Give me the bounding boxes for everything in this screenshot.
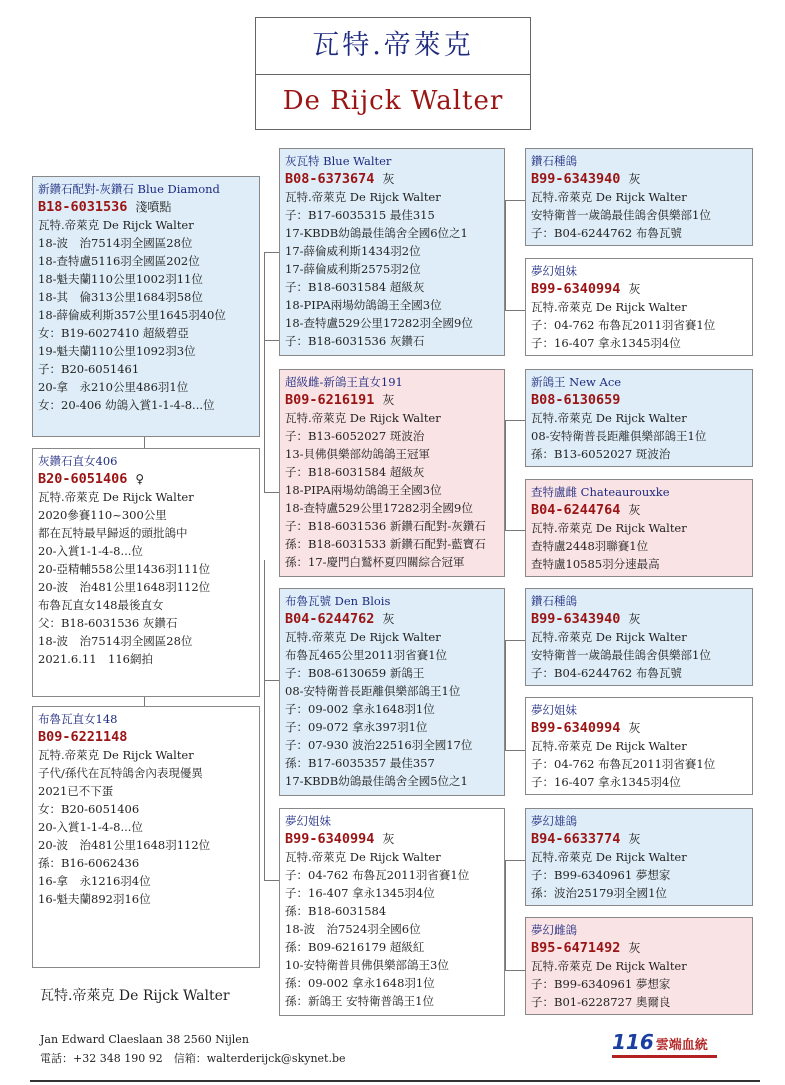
info-line: 女：B20-6051406 xyxy=(38,802,140,816)
logo-underline xyxy=(612,1055,717,1058)
info-line: 17-薛倫威利斯1434羽2位 xyxy=(285,244,421,258)
pigeon-name: 夢幻姐妹 xyxy=(531,703,577,717)
pigeon-color: 灰 xyxy=(382,612,395,626)
page-title-english: De Rijck Walter xyxy=(282,86,504,116)
info-line: 子：B08-6130659 新鴿王 xyxy=(285,666,425,680)
pigeon-name: 超級雌-新鴿王直女191 xyxy=(285,375,403,389)
breeder-address: Jan Edward Claeslaan 38 2560 Nijlen xyxy=(40,1033,249,1046)
info-line: 查特盧10585羽分速最高 xyxy=(531,557,660,571)
pigeon-name: 夢幻姐妹 xyxy=(531,264,577,278)
info-line: 子：B18-6031584 超級灰 xyxy=(285,280,425,294)
ring-number: B99-6340994 xyxy=(531,720,621,736)
pedigree-box-subject xyxy=(32,176,260,437)
connector-line xyxy=(144,436,145,448)
breeder-contact: 電話：+32 348 190 92 信箱：walterderijck@skynet.be xyxy=(40,1052,346,1065)
pedigree-box-mate-dam xyxy=(32,706,260,968)
pedigree-box-g6 xyxy=(525,697,753,795)
info-line: 瓦特.帝萊克 De Rijck Walter xyxy=(531,190,687,204)
pigeon-name: 布魯瓦直女148 xyxy=(38,712,118,726)
info-line: 子：B99-6340961 夢想家 xyxy=(531,868,671,882)
pigeon-color: 灰 xyxy=(628,721,641,735)
info-line: 瓦特.帝萊克 De Rijck Walter xyxy=(531,411,687,425)
info-line: 女：B19-6027410 超級碧亞 xyxy=(38,326,189,340)
pigeon-name: 夢幻姐妹 xyxy=(285,814,331,828)
connector-line xyxy=(505,860,506,970)
ring-number: B04-6244764 xyxy=(531,502,621,518)
pedigree-box-g4 xyxy=(525,479,753,577)
pigeon-name: 灰瓦特 Blue Walter xyxy=(285,154,392,168)
info-line: 孫：新鴿王 安特衛普鴿王1位 xyxy=(285,994,434,1008)
info-line: 布魯瓦465公里2011羽省賽1位 xyxy=(285,648,448,662)
info-line: 瓦特.帝萊克 De Rijck Walter xyxy=(531,521,687,535)
info-line: 18-波 治7524羽全國6位 xyxy=(285,922,421,936)
info-line: 08-安特衛普長距離俱樂部鴿王1位 xyxy=(285,684,461,698)
pigeon-color: 灰 xyxy=(628,503,641,517)
ring-number: B95-6471492 xyxy=(531,940,621,956)
info-line: 18-波 治7514羽全國區28位 xyxy=(38,236,193,250)
info-line: 瓦特.帝萊克 De Rijck Walter xyxy=(38,748,194,762)
info-line: 瓦特.帝萊克 De Rijck Walter xyxy=(285,630,441,644)
connector-line xyxy=(264,880,280,881)
bottom-divider xyxy=(30,1080,760,1082)
info-line: 瓦特.帝萊克 De Rijck Walter xyxy=(531,739,687,753)
info-line: 瓦特.帝萊克 De Rijck Walter xyxy=(38,218,194,232)
info-line: 子：16-407 拿永1345羽4位 xyxy=(531,775,681,789)
connector-line xyxy=(505,310,525,311)
connector-line xyxy=(505,640,506,750)
connector-line xyxy=(505,420,525,421)
info-line: 瓦特.帝萊克 De Rijck Walter xyxy=(531,850,687,864)
connector-line xyxy=(505,970,525,971)
info-line: 孫：09-002 拿永1648羽1位 xyxy=(285,976,435,990)
ring-number: B99-6343940 xyxy=(531,611,621,627)
pedigree-box-mate xyxy=(32,448,260,697)
logo-text: 雲端血統 xyxy=(655,1038,708,1053)
info-line: 瓦特.帝萊克 De Rijck Walter xyxy=(531,630,687,644)
connector-line xyxy=(505,530,525,531)
connector-line xyxy=(264,252,265,492)
info-line: 孫：17-慶門白鷲杯夏四關綜合冠軍 xyxy=(285,555,465,569)
ring-number: B08-6130659 xyxy=(531,392,621,408)
info-line: 18-薛倫威利斯357公里1645羽40位 xyxy=(38,308,226,322)
connector-line xyxy=(505,750,525,751)
info-line: 瓦特.帝萊克 De Rijck Walter xyxy=(285,850,441,864)
info-line: 子：09-002 拿永1648羽1位 xyxy=(285,702,435,716)
pigeon-color: 灰 xyxy=(628,832,641,846)
ring-number: B04-6244762 xyxy=(285,611,375,627)
pigeon-name: 新鑽石配對-灰鑽石 Blue Diamond xyxy=(38,182,220,196)
info-line: 18-查特盧529公里17282羽全國9位 xyxy=(285,316,473,330)
ring-number: B18-6031536 xyxy=(38,199,128,215)
connector-line xyxy=(505,200,525,201)
connector-line xyxy=(505,860,525,861)
ring-number: B99-6343940 xyxy=(531,171,621,187)
info-line: 瓦特.帝萊克 De Rijck Walter xyxy=(285,190,441,204)
info-line: 子：B18-6031536 灰鑽石 xyxy=(285,334,425,348)
info-line: 子：B04-6244762 布魯瓦號 xyxy=(531,666,682,680)
info-line: 都在瓦特最早歸返的頭批鴿中 xyxy=(38,526,188,540)
pigeon-color: 淺噴點 xyxy=(135,200,172,214)
info-line: 孫：B16-6062436 xyxy=(38,856,140,870)
info-line: 子代/孫代在瓦特鴿舍內表現優異 xyxy=(38,766,203,780)
pigeon-color: 灰 xyxy=(628,172,641,186)
info-line: 08-安特衛普長距離俱樂部鴿王1位 xyxy=(531,429,707,443)
info-line: 孫：B13-6052027 斑波治 xyxy=(531,447,671,461)
info-line: 瓦特.帝萊克 De Rijck Walter xyxy=(38,490,194,504)
info-line: 17-薛倫威利斯2575羽2位 xyxy=(285,262,421,276)
pedigree-box-mate-sire-dam xyxy=(279,808,505,1016)
title-box xyxy=(255,17,531,130)
info-line: 孫：B09-6216179 超級紅 xyxy=(285,940,425,954)
pedigree-box-g1 xyxy=(525,148,753,246)
pigeon-name: 鑽石種鴿 xyxy=(531,154,577,168)
info-line: 20-拿 永210公里486羽1位 xyxy=(38,380,189,394)
connector-line xyxy=(264,492,280,493)
connector-line xyxy=(264,252,280,253)
info-line: 19-魁夫蘭110公里1092羽3位 xyxy=(38,344,196,358)
connector-line xyxy=(264,560,265,880)
info-line: 孫：波治25179羽全國1位 xyxy=(531,886,667,900)
info-line: 18-魁夫蘭110公里1002羽11位 xyxy=(38,272,203,286)
info-line: 2021已不下蛋 xyxy=(38,784,114,798)
info-line: 2020參賽110~300公里 xyxy=(38,508,167,522)
connector-line xyxy=(264,340,280,341)
pedigree-box-mate-sire xyxy=(279,588,505,796)
info-line: 17-KBDB幼鴿最佳鴿舍全國5位之1 xyxy=(285,774,468,788)
info-line: 子：B13-6052027 斑波治 xyxy=(285,429,425,443)
info-line: 子：09-072 拿永397羽1位 xyxy=(285,720,428,734)
pigeon-name: 鑽石種鴿 xyxy=(531,594,577,608)
info-line: 子：B04-6244762 布魯瓦號 xyxy=(531,226,682,240)
info-line: 10-安特衛普貝佛俱樂部鴿王3位 xyxy=(285,958,449,972)
info-line: 20-波 治481公里1648羽112位 xyxy=(38,838,211,852)
pigeon-name: 查特盧雌 Chateaurouxke xyxy=(531,485,670,499)
pedigree-box-g8 xyxy=(525,917,753,1015)
info-line: 子：B99-6340961 夢想家 xyxy=(531,977,671,991)
ring-number: B99-6340994 xyxy=(285,831,375,847)
page-title-chinese: 瓦特.帝萊克 xyxy=(256,18,530,75)
pedigree-box-g3 xyxy=(525,369,753,467)
info-line: 子：04-762 布魯瓦2011羽省賽1位 xyxy=(531,318,716,332)
info-line: 子：B01-6228727 奧爾良 xyxy=(531,995,671,1009)
info-line: 子：07-930 波治22516羽全國17位 xyxy=(285,738,473,752)
pedigree-box-dam xyxy=(279,369,505,577)
info-line: 17-KBDB幼鴿最佳鴿舍全國6位之1 xyxy=(285,226,468,240)
info-line: 子：B18-6031536 新鑽石配對-灰鑽石 xyxy=(285,519,486,533)
info-line: 布魯瓦直女148最後直女 xyxy=(38,598,164,612)
info-line: 子：16-407 拿永1345羽4位 xyxy=(285,886,435,900)
info-line: 子：B20-6051461 xyxy=(38,362,140,376)
info-line: 13-貝佛俱樂部幼鴿鴿王冠軍 xyxy=(285,447,431,461)
info-line: 子：04-762 布魯瓦2011羽省賽1位 xyxy=(531,757,716,771)
pigeon-color: 灰 xyxy=(382,832,395,846)
info-line: 孫：B18-6031533 新鑽石配對-藍寶石 xyxy=(285,537,486,551)
info-line: 孫：B17-6035357 最佳357 xyxy=(285,756,435,770)
info-line: 子：B17-6035315 最佳315 xyxy=(285,208,435,222)
connector-line xyxy=(264,680,280,681)
info-line: 16-魁夫蘭892羽16位 xyxy=(38,892,151,906)
info-line: 18-PIPA兩場幼鴿鴿王全國3位 xyxy=(285,298,442,312)
connector-line xyxy=(505,420,506,530)
info-line: 女：20-406 幼鴿入賞1-1-4-8...位 xyxy=(38,398,215,412)
info-line: 18-PIPA兩場幼鴿鴿王全國3位 xyxy=(285,483,442,497)
info-line: 瓦特.帝萊克 De Rijck Walter xyxy=(531,959,687,973)
pigeon-name: 夢幻雌鴿 xyxy=(531,923,577,937)
info-line: 20-亞精輔558公里1436羽111位 xyxy=(38,562,211,576)
pedigree-box-sire xyxy=(279,148,505,356)
info-line: 20-波 治481公里1648羽112位 xyxy=(38,580,211,594)
ring-number: B94-6633774 xyxy=(531,831,621,847)
breeder-name: 瓦特.帝萊克 De Rijck Walter xyxy=(40,988,230,1004)
info-line: 子：B18-6031584 超級灰 xyxy=(285,465,425,479)
info-line: 20-入賞1-1-4-8...位 xyxy=(38,544,143,558)
info-line: 18-查特盧529公里17282羽全國9位 xyxy=(285,501,473,515)
pedigree-box-g2 xyxy=(525,258,753,356)
ring-number: B99-6340994 xyxy=(531,281,621,297)
info-line: 安特衛普一歲鴿最佳鴿舍俱樂部1位 xyxy=(531,648,711,662)
info-line: 20-入賞1-1-4-8...位 xyxy=(38,820,143,834)
ring-number: B20-6051406 xyxy=(38,471,128,487)
connector-line xyxy=(505,640,525,641)
ring-number: B08-6373674 xyxy=(285,171,375,187)
pigeon-name: 新鴿王 New Ace xyxy=(531,375,622,389)
connector-line xyxy=(505,200,506,310)
info-line: 子：04-762 布魯瓦2011羽省賽1位 xyxy=(285,868,470,882)
info-line: 安特衛普一歲鴿最佳鴿舍俱樂部1位 xyxy=(531,208,711,222)
info-line: 子：16-407 拿永1345羽4位 xyxy=(531,336,681,350)
pigeon-color: 灰 xyxy=(628,282,641,296)
ring-number: B09-6216191 xyxy=(285,392,375,408)
pedigree-box-g7 xyxy=(525,808,753,906)
info-line: 父：B18-6031536 灰鑽石 xyxy=(38,616,178,630)
pigeon-name: 灰鑽石直女406 xyxy=(38,454,118,468)
pigeon-color: 灰 xyxy=(628,941,641,955)
connector-line xyxy=(144,697,145,706)
info-line: 18-其 倫313公里1684羽58位 xyxy=(38,290,203,304)
pigeon-name: 布魯瓦號 Den Blois xyxy=(285,594,391,608)
info-line: 瓦特.帝萊克 De Rijck Walter xyxy=(285,411,441,425)
info-line: 16-拿 永1216羽4位 xyxy=(38,874,151,888)
pigeon-color: 灰 xyxy=(382,393,395,407)
pigeon-color: 灰 xyxy=(382,172,395,186)
info-line: 瓦特.帝萊克 De Rijck Walter xyxy=(531,300,687,314)
info-line: 18-查特盧5116羽全國區202位 xyxy=(38,254,200,268)
logo-number: 116 xyxy=(612,1030,654,1054)
info-line: 孫：B18-6031584 xyxy=(285,904,387,918)
pigeon-name: 夢幻雄鴿 xyxy=(531,814,577,828)
pigeon-color: 灰 xyxy=(628,612,641,626)
info-line: 查特盧2448羽聯賽1位 xyxy=(531,539,649,553)
pigeon-sex: ♀ xyxy=(135,472,145,486)
info-line: 18-波 治7514羽全國區28位 xyxy=(38,634,193,648)
site-logo xyxy=(612,1030,708,1054)
pedigree-box-g5 xyxy=(525,588,753,686)
info-line: 2021.6.11 116網拍 xyxy=(38,652,153,666)
ring-number: B09-6221148 xyxy=(38,729,128,745)
